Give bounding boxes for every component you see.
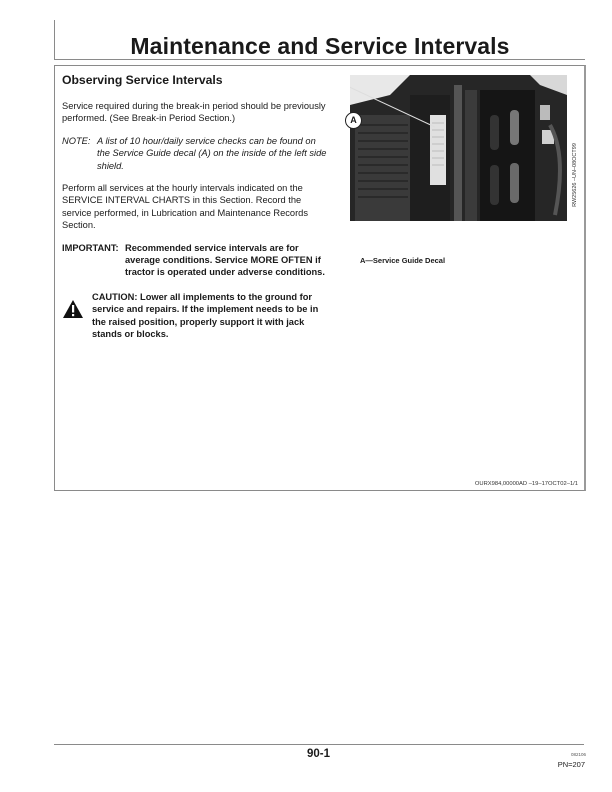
important-label: IMPORTANT:	[62, 242, 119, 253]
note-label: NOTE:	[62, 135, 91, 146]
important-notice	[62, 242, 330, 279]
important-text: Recommended service intervals are for average conditions. Service MORE OFTEN if tractor is operated under adverse conditions.	[125, 242, 325, 278]
caution-text: CAUTION: Lower all implements to the ground for service and repairs. If the implement needs to be in the raised position, properly support it with jack stands or blocks.	[92, 291, 319, 340]
note	[62, 135, 330, 172]
break-in-paragraph: Service required during the break-in period should be previously performed. (See Break-in Period Section.)	[62, 101, 326, 124]
footer-divider	[54, 744, 584, 745]
warning-triangle-icon	[62, 299, 84, 319]
print-code: 082106	[570, 752, 586, 757]
text-column	[62, 73, 330, 341]
page-title: Maintenance and Service Intervals	[130, 33, 510, 59]
document-id: OURX984,00000AD –19–17OCT02–1/1	[474, 481, 578, 487]
photo-reference	[569, 130, 581, 226]
title-box	[54, 20, 585, 60]
photo-reference-text: RW25626 –UN–08OCT99	[572, 143, 578, 207]
interval-paragraph: Perform all services at the hourly intervals indicated on the SERVICE INTERVAL CHARTS in this Section. Record the service performed, in Lubrication and Maintenance Records Section.	[62, 183, 308, 231]
pn-number: PN=207	[557, 760, 585, 769]
section-box	[54, 65, 586, 491]
page-number: 90-1	[307, 748, 331, 760]
callout-a: A	[345, 112, 362, 129]
note-text: A list of 10 hour/daily service checks can be found on the Service Guide decal (A) on the inside of the left side shield.	[97, 135, 327, 171]
figure-caption: A—Service Guide Decal	[360, 256, 446, 265]
section-heading: Observing Service Intervals	[62, 73, 223, 87]
caution-notice	[62, 291, 330, 341]
service-guide-decal-photo	[350, 75, 567, 221]
tractor-shield-illustration	[350, 75, 567, 221]
